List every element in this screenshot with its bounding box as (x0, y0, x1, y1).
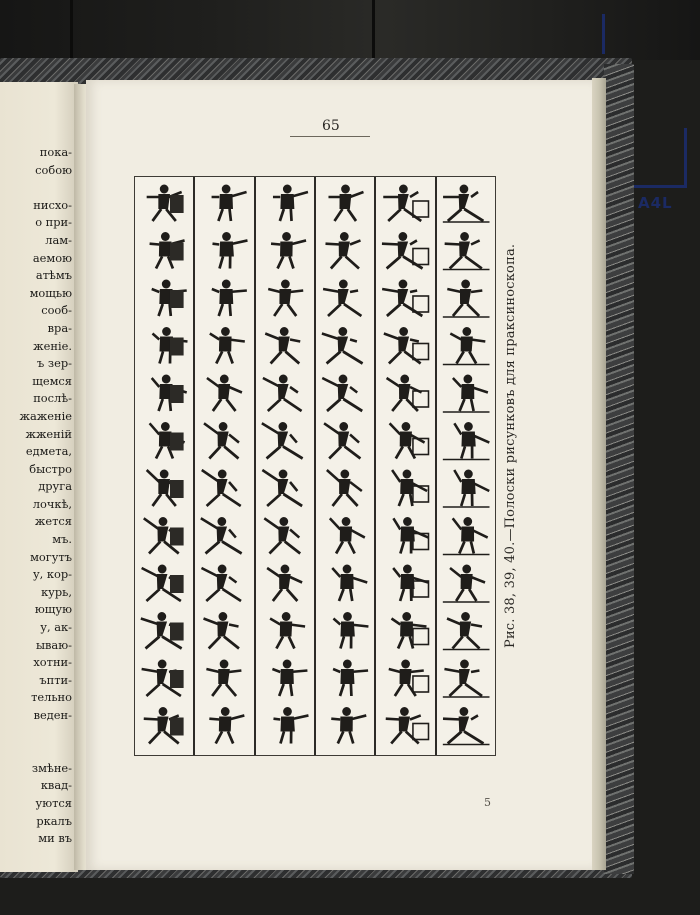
left-page-line: лам- (45, 232, 72, 247)
animation-frame (328, 185, 363, 222)
left-page-line (0, 742, 72, 760)
animation-frame (390, 422, 429, 459)
animation-frame (387, 375, 429, 412)
animation-frame (204, 422, 239, 459)
animation-frame (324, 422, 360, 459)
animation-frame (142, 660, 184, 697)
left-page-line: собою (35, 162, 72, 177)
animation-frame (442, 565, 489, 603)
left-page-line: послѣ- (33, 391, 72, 406)
left-page-line: быстро (29, 461, 72, 476)
figure-caption: Рис. 38, 39, 40.—Полоски рисунковъ для праксиноскопа. (503, 243, 518, 648)
animation-frame (442, 470, 489, 508)
animation-strip (376, 177, 436, 755)
left-page-line: ъпти- (39, 672, 72, 687)
left-page-line: ываю- (35, 637, 72, 652)
left-page-line: веден- (33, 708, 72, 722)
animation-frame (382, 232, 429, 269)
animation-frame (207, 375, 242, 412)
animation-frame (442, 422, 489, 460)
animation-frame (152, 375, 187, 412)
animation-frame (150, 422, 185, 459)
animation-frame (147, 185, 184, 222)
animation-frame (393, 565, 428, 602)
animation-frame (270, 612, 305, 649)
animation-frame (442, 660, 489, 698)
left-page-line: вра- (47, 320, 72, 335)
left-page-line: ркалъ (36, 813, 72, 828)
left-page-line: уются (35, 795, 72, 810)
animation-frame (442, 612, 489, 650)
animation-frame (322, 327, 363, 364)
animation-frame (144, 707, 184, 744)
left-page-line: едмета, (25, 444, 72, 459)
animation-frame (152, 280, 187, 317)
animation-frame (212, 185, 247, 222)
animation-frame (325, 232, 360, 269)
animation-frame (384, 327, 429, 364)
watermark-corner (634, 185, 687, 188)
left-page-line (0, 725, 72, 743)
animation-frame (384, 185, 429, 222)
animation-frame (213, 232, 248, 269)
animation-frame (386, 707, 429, 744)
left-page-line: мощью (29, 285, 72, 300)
animation-frame (147, 470, 184, 507)
animation-frame (442, 280, 489, 318)
left-page-line: сооб- (41, 303, 72, 318)
left-page-line: жженій (25, 426, 72, 441)
animation-frame (264, 517, 300, 554)
animation-frame (323, 280, 361, 317)
animation-frame (202, 565, 242, 602)
animation-frame (322, 375, 362, 412)
watermark-corner (684, 128, 687, 188)
left-page-line: аемою (32, 250, 72, 265)
animation-frame (332, 565, 367, 602)
left-page-line: лочкѣ, (32, 496, 72, 511)
animation-frame (210, 707, 245, 744)
left-page-line: тельно (31, 690, 72, 705)
left-page-line: курь, (41, 584, 72, 599)
left-page-line: ющую (34, 602, 72, 617)
a4l-watermark (594, 8, 700, 218)
animation-frame (207, 660, 242, 697)
left-page-line: женіе. (33, 338, 72, 353)
left-page (0, 82, 78, 872)
animation-frame (333, 660, 368, 697)
animation-frame (442, 327, 489, 365)
background-seam (70, 0, 73, 60)
page-number: 65 (322, 118, 340, 134)
animation-strip (316, 177, 376, 755)
animation-frame (141, 612, 184, 649)
animation-frame (144, 517, 184, 554)
animation-frame (442, 185, 489, 223)
animation-frame (262, 422, 303, 459)
animation-frame (268, 280, 303, 317)
animation-frame (262, 470, 302, 507)
left-page-line (0, 179, 72, 197)
animation-frame (382, 280, 428, 317)
left-page-line: пока- (39, 145, 72, 159)
animation-frame (204, 612, 239, 649)
animation-frame (267, 565, 302, 602)
left-page-line: у, кор- (32, 567, 72, 582)
animation-frame (271, 232, 306, 269)
animation-frame (331, 707, 366, 744)
animation-frame (442, 375, 489, 413)
animation-strip (256, 177, 316, 755)
animation-frame (330, 517, 365, 554)
left-page-line: могутъ (30, 549, 72, 564)
left-page-line: ми въ (38, 831, 72, 846)
animation-frame (273, 185, 308, 222)
animation-frame (333, 612, 368, 649)
animation-frame (142, 565, 184, 602)
animation-strip (437, 177, 495, 755)
left-page-line: квад- (40, 778, 72, 793)
left-page-line: нисхо- (33, 197, 72, 212)
animation-frame (202, 470, 241, 507)
animation-frame (265, 327, 300, 364)
animation-frame (212, 280, 247, 317)
animation-frame (150, 232, 185, 269)
left-page-line: жаженіе (19, 408, 72, 423)
left-page-line: ъ зер- (37, 356, 72, 371)
left-page-line: хотни- (33, 655, 72, 670)
animation-strip (195, 177, 255, 755)
left-page-line: друга (38, 479, 72, 494)
animation-frame (272, 660, 307, 697)
page-number-rule (290, 136, 370, 137)
background-seam (372, 0, 375, 60)
animation-frame (392, 470, 428, 507)
animation-frame (394, 517, 429, 554)
left-page-line: щемся (32, 373, 72, 388)
watermark-bracket (602, 14, 605, 54)
animation-frame (442, 232, 489, 270)
left-page-line: змѣне- (31, 760, 72, 775)
animation-frame (392, 612, 429, 649)
animation-frame (389, 660, 429, 697)
left-page-line: у, ак- (40, 620, 72, 635)
signature-mark: 5 (484, 796, 491, 809)
left-page-line: атѣмъ (35, 268, 72, 283)
animation-frame (442, 707, 489, 745)
left-page-text-column (0, 144, 72, 848)
animation-frame (210, 327, 245, 364)
animation-frame (201, 517, 242, 554)
praxinoscope-strips-figure (134, 176, 496, 756)
watermark-text: A4L (638, 194, 673, 212)
left-page-line: жется (34, 514, 72, 529)
left-page-line: мъ. (52, 532, 72, 547)
animation-frame (273, 707, 308, 744)
animation-frame (327, 470, 362, 507)
animation-frame (442, 517, 489, 555)
animation-strip (135, 177, 195, 755)
animation-frame (263, 375, 302, 412)
animation-frame (152, 327, 187, 364)
left-page-line: о при- (35, 215, 72, 230)
